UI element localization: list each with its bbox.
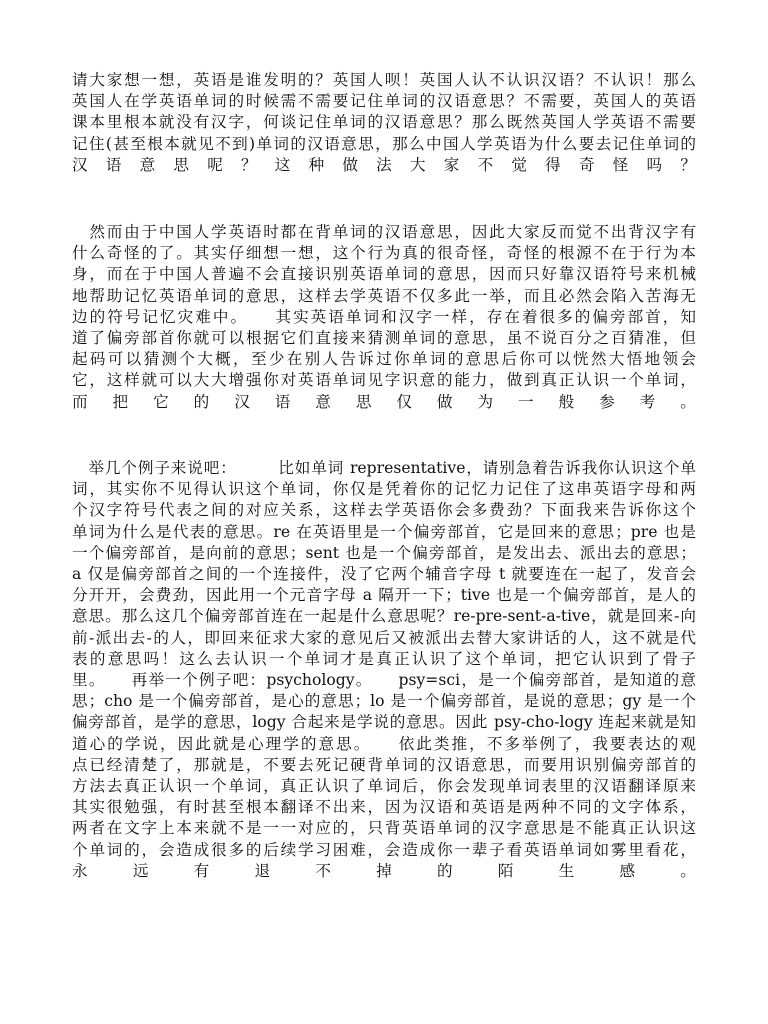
spread-char: 它 — [153, 392, 169, 411]
text-line: 思；cho 是一个偏旁部首，是心的意思；lo 是一个偏旁部首，是说的意思；gy 是一个 — [72, 692, 696, 711]
text-line: 起码可以猜测个大概，至少在别人告诉过你单词的意思后你可以恍然大悟地领会 — [72, 350, 696, 369]
spread-char: 得 — [545, 155, 561, 174]
spread-char: 意 — [315, 392, 331, 411]
spread-char: 掉 — [376, 861, 392, 880]
spread-char: 的 — [436, 861, 453, 880]
spread-char: 吗 — [646, 155, 663, 174]
paragraph-1 — [72, 70, 696, 176]
text-line: 偏旁部首，是学的意思，logy 合起来是学说的意思。因此 psy-cho-logy 连起来就是知 — [72, 713, 696, 732]
text-line: 个汉字符号代表之间的对应关系，这样去学英语你会多费劲？下面我来告诉你这个 — [72, 501, 696, 520]
spread-char: 觉 — [511, 155, 527, 174]
text-line: 里。 再举一个例子吧：psychology。 psy=sci，是一个偏旁部首，是知道的意 — [72, 671, 696, 690]
spread-char: 。 — [680, 861, 696, 880]
text-line: a 仅是偏旁部首之间的一个连接件，没了它两个辅音字母 t 就要连在一起了，发音会 — [72, 565, 696, 584]
spread-line — [72, 155, 696, 176]
spread-char: 把 — [112, 392, 129, 411]
spread-char: ？ — [680, 155, 696, 174]
spread-char: 为 — [477, 392, 494, 411]
spread-char: 汉 — [234, 392, 250, 411]
spread-char: ？ — [240, 155, 257, 174]
spread-char: 语 — [105, 155, 122, 174]
spread-char: 一 — [518, 392, 534, 411]
text-line: 道心的学说，因此就是心理学的意思。 依此类推，不多举例了，我要表达的观 — [72, 734, 696, 753]
text-line: 一个偏旁部首，是向前的意思；sent 也是一个偏旁部首，是发出去、派出去的意思； — [72, 543, 696, 562]
text-line: 举几个例子来说吧： 比如单词 representative，请别急着告诉我你认识这个单 — [72, 459, 696, 477]
spread-char: 般 — [558, 392, 575, 411]
spread-char: 考 — [639, 392, 656, 411]
text-line: 记住(甚至根本就见不到)单词的汉语意思，那么中国人学英语为什么要去记住单词的 — [72, 134, 696, 153]
paragraph-text — [72, 458, 696, 882]
spread-char: 语 — [274, 392, 291, 411]
spread-char: 有 — [193, 861, 210, 880]
spread-char: 的 — [193, 392, 210, 411]
spread-char: 。 — [680, 392, 696, 411]
spread-char: 不 — [315, 861, 331, 880]
paragraph-3 — [72, 458, 696, 882]
spread-char: 仅 — [396, 392, 412, 411]
spread-char: 思 — [173, 155, 189, 174]
text-line: 单词为什么是代表的意思。re 在英语里是一个偏旁部首，它是回来的意思；pre 也是 — [72, 522, 696, 541]
text-line: 方法去真正认识一个单词，真正认识了单词后，你会发现单词表里的汉语翻译原来 — [72, 777, 696, 796]
text-line: 什么奇怪的了。其实仔细想一想，这个行为真的很奇怪，奇怪的根源不在于行为本 — [72, 244, 696, 263]
spread-char: 做 — [342, 155, 358, 174]
spread-char: 远 — [132, 861, 149, 880]
spread-char: 而 — [72, 392, 88, 411]
spread-char: 永 — [72, 861, 88, 880]
spread-char: 意 — [139, 155, 156, 174]
text-line: 英国人在学英语单词的时候需不需要记住单词的汉语意思？不需要，英国人的英语 — [72, 92, 696, 111]
spread-char: 大 — [409, 155, 426, 174]
spread-char: 种 — [308, 155, 325, 174]
text-line: 词，其实你不见得认识这个单词，你仅是凭着你的记忆力记住了这串英语字母和两 — [72, 480, 696, 499]
text-line: 两者在文字上本来就不是一一对应的，只背英语单词的汉字意思是不能真正认识这 — [72, 819, 696, 838]
spread-char: 生 — [558, 861, 575, 880]
spread-line — [72, 861, 696, 882]
text-line: 边的符号记忆灾难中。 其实英语单词和汉字一样，存在着很多的偏旁部首，知 — [72, 307, 696, 326]
paragraph-text — [72, 70, 696, 176]
text-line: 分开开，会费劲，因此用一个元音字母 a 隔开一下；tive 也是一个偏旁部首，是人的 — [72, 586, 696, 605]
paragraph-2 — [72, 222, 696, 413]
spread-char: 奇 — [578, 155, 595, 174]
text-line: 请大家想一想，英语是谁发明的？英国人呗！英国人认不认识汉语？不认识！那么 — [72, 71, 696, 89]
text-line: 点已经清楚了，那就是，不要去死记硬背单词的汉语意思，而要用识别偏旁部首的 — [72, 755, 696, 774]
text-line: 道了偏旁部首你就可以根据它们直接来猜测单词的意思，虽不说百分之百猜准，但 — [72, 329, 696, 348]
text-line: 个单词的，会造成很多的后续学习困难，会造成你一辈子看英语单词如雾里看花， — [72, 840, 696, 859]
spread-char: 法 — [376, 155, 392, 174]
spread-line — [72, 392, 696, 413]
paragraph-text — [72, 222, 696, 413]
spread-char: 不 — [477, 155, 494, 174]
text-line: 它，这样就可以大大增强你对英语单词见字识意的能力，做到真正认识一个单词， — [72, 371, 696, 390]
spread-char: 陌 — [497, 861, 514, 880]
spread-char: 退 — [254, 861, 271, 880]
spread-char: 感 — [619, 861, 636, 880]
spread-char: 做 — [436, 392, 453, 411]
spread-char: 呢 — [207, 155, 223, 174]
text-line: 身，而在于中国人普遍不会直接识别英语单词的意思，因而只好靠汉语符号来机械 — [72, 265, 696, 284]
text-line: 地帮助记忆英语单词的意思，这样去学英语不仅多此一举，而且必然会陷入苦海无 — [72, 286, 696, 305]
spread-char: 参 — [599, 392, 615, 411]
text-line: 表的意思吗！这么去认识一个单词才是真正认识了这个单词，把它认识到了骨子 — [72, 649, 696, 668]
text-line: 课本里根本就没有汉字，何谈记住单词的汉语意思？那么既然英国人学英语不需要 — [72, 113, 696, 132]
spread-char: 这 — [274, 155, 291, 174]
text-line: 意思。那么这几个偏旁部首连在一起是什么意思呢？re-pre-sent-a-tive，就是回来-向 — [72, 607, 696, 626]
spread-char: 汉 — [72, 155, 88, 174]
text-line: 前-派出去-的人，即回来征求大家的意见后又被派出去替大家讲话的人，这不就是代 — [72, 628, 696, 647]
spread-char: 家 — [443, 155, 460, 174]
spread-char: 怪 — [612, 155, 629, 174]
text-line: 其实很勉强，有时甚至根本翻译不出来，因为汉语和英语是两种不同的文字体系， — [72, 798, 696, 817]
spread-char: 思 — [355, 392, 372, 411]
text-line: 然而由于中国人学英语时都在背单词的汉语意思，因此大家反而觉不出背汉字有 — [72, 223, 696, 241]
